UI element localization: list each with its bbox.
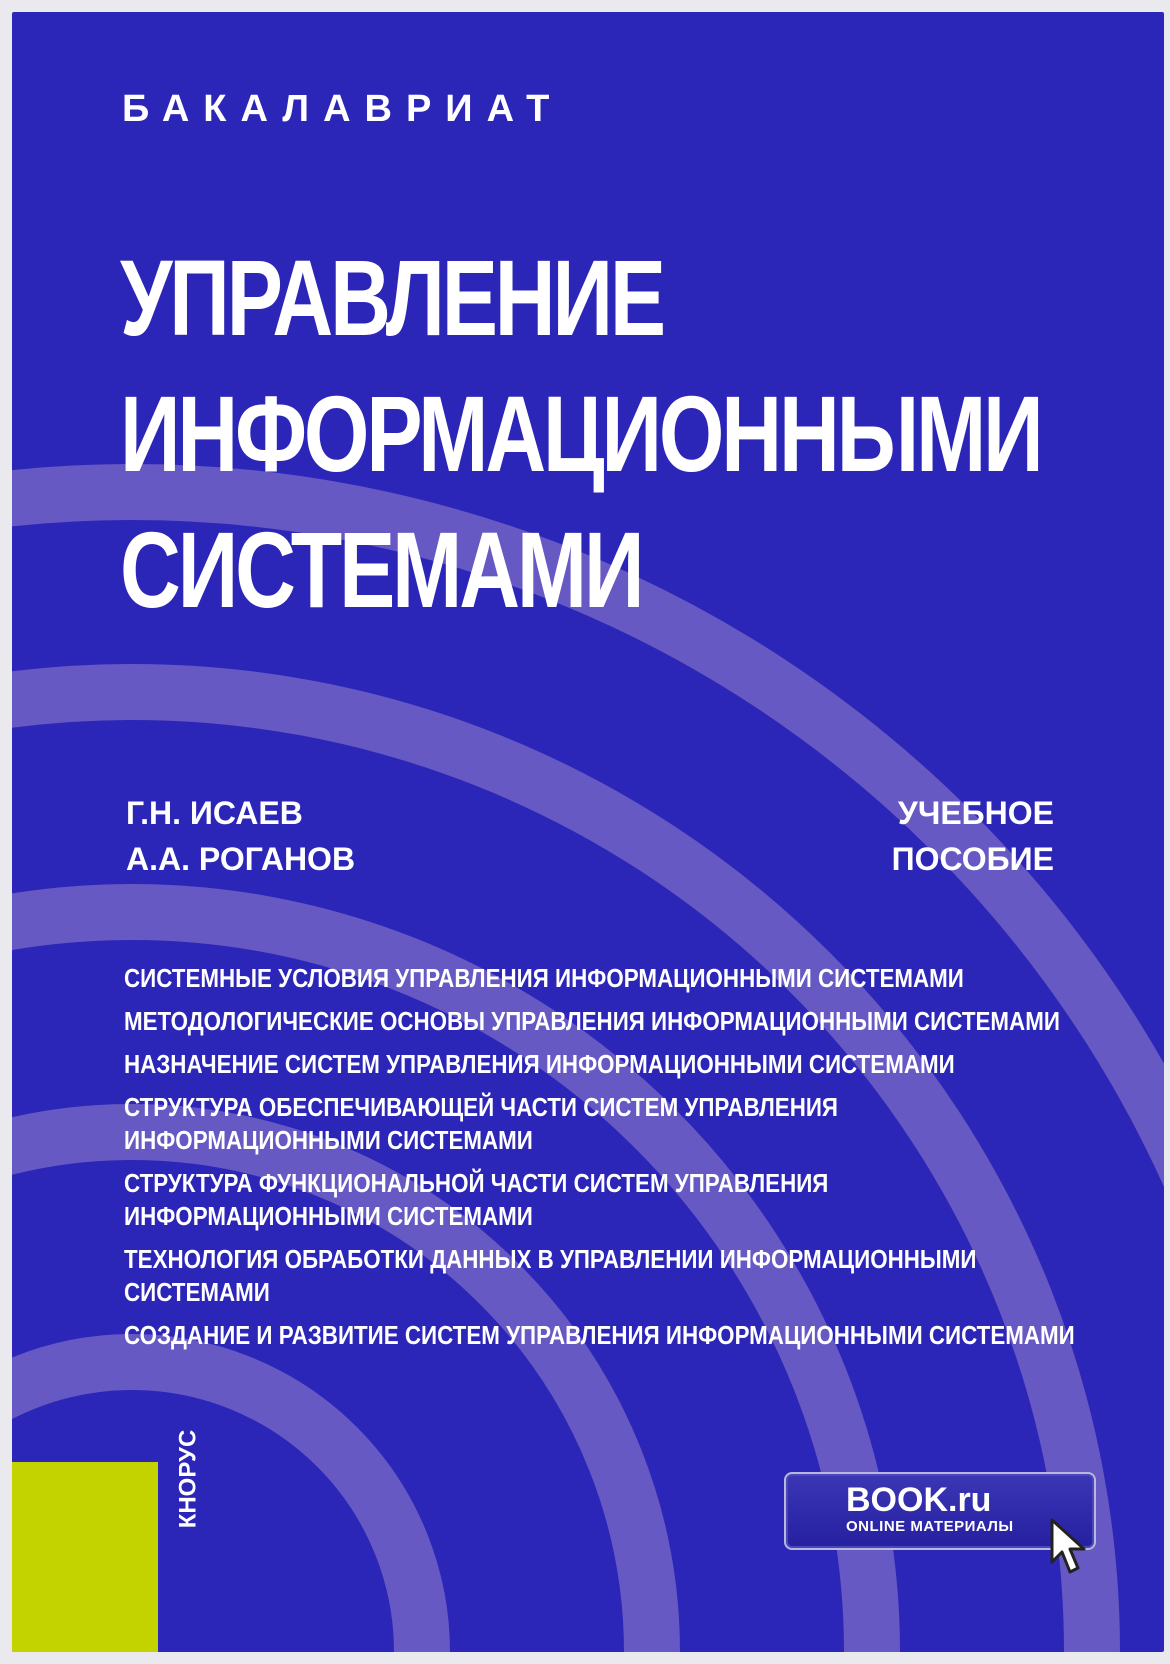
topic-item: СТРУКТУРА ФУНКЦИОНАЛЬНОЙ ЧАСТИ СИСТЕМ УПРАВЛЕНИЯ ИНФОРМАЦИОННЫМИ СИСТЕМАМИ [124,1168,829,1231]
topic-item: МЕТОДОЛОГИЧЕСКИЕ ОСНОВЫ УПРАВЛЕНИЯ ИНФОРМАЦИОННЫМИ СИСТЕМАМИ [124,1006,1060,1036]
publisher-name: КНОРУС [174,1429,202,1529]
book-title [120,230,1041,638]
topic-item: ТЕХНОЛОГИЯ ОБРАБОТКИ ДАННЫХ В УПРАВЛЕНИИ ИНФОРМАЦИОННЫМИ СИСТЕМАМИ [124,1244,977,1307]
publisher-color-strip [12,1462,158,1652]
author-name: А.А. РОГАНОВ [126,841,356,877]
topic-item: СТРУКТУРА ОБЕСПЕЧИВАЮЩЕЙ ЧАСТИ СИСТЕМ УПРАВЛЕНИЯ ИНФОРМАЦИОННЫМИ СИСТЕМАМИ [124,1092,839,1155]
title-line: УПРАВЛЕНИЕ [120,237,663,358]
author-name: Г.Н. ИСАЕВ [126,795,303,831]
authors [126,790,355,882]
topic-item: НАЗНАЧЕНИЕ СИСТЕМ УПРАВЛЕНИЯ ИНФОРМАЦИОННЫМИ СИСТЕМАМИ [124,1049,955,1079]
series-label: БАКАЛАВРИАТ [122,88,564,130]
document-type-line: УЧЕБНОЕ [897,795,1054,831]
title-line: СИСТЕМАМИ [120,509,642,630]
badge-brand: BOOK.ru [846,1481,992,1519]
topic-item: СОЗДАНИЕ И РАЗВИТИЕ СИСТЕМ УПРАВЛЕНИЯ ИНФОРМАЦИОННЫМИ СИСТЕМАМИ [124,1320,1075,1350]
topics-list [124,962,1075,1362]
badge-subtitle: ONLINE МАТЕРИАЛЫ [846,1518,1014,1535]
document-type-line: ПОСОБИЕ [891,841,1054,877]
document-type [892,790,1054,882]
cursor-arrow-icon [1048,1518,1092,1578]
publisher-logo [162,1404,214,1554]
book-cover [12,12,1164,1652]
topic-item: СИСТЕМНЫЕ УСЛОВИЯ УПРАВЛЕНИЯ ИНФОРМАЦИОННЫМИ СИСТЕМАМИ [124,963,964,993]
title-line: ИНФОРМАЦИОННЫМИ [120,373,1041,494]
